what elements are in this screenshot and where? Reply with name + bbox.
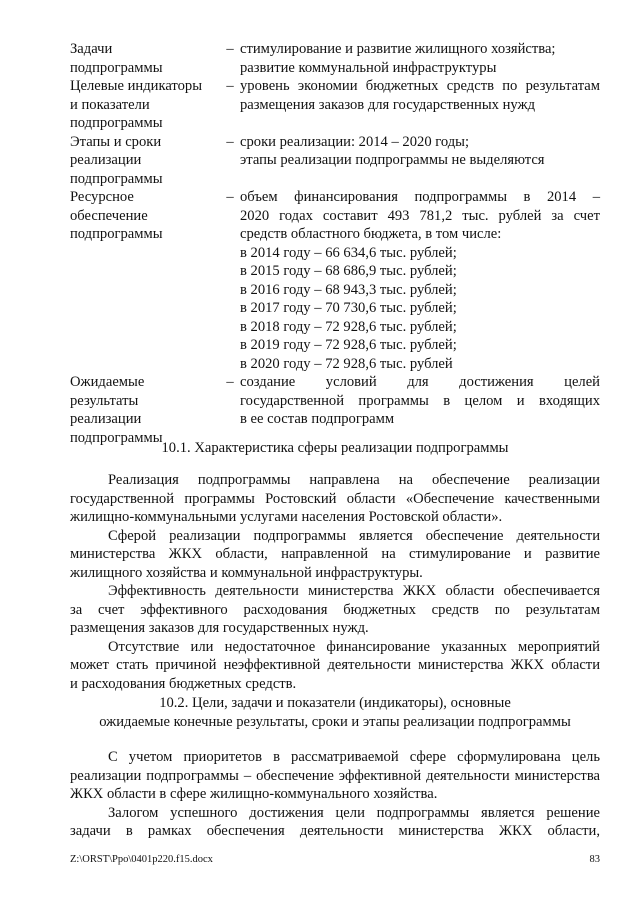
passport-value-line: этапы реализации подпрограммы не выделяются	[240, 152, 545, 168]
passport-label-line: Этапы и сроки	[70, 133, 162, 150]
paragraph-line: и расходования бюджетных средств.	[70, 675, 297, 692]
passport-label-line: подпрограммы	[70, 170, 163, 187]
footer-file-path: Z:\ORST\Ppo\0401p220.f15.docx	[70, 854, 213, 865]
paragraph-line: государственной программы Ростовский области «Обеспечение качественными	[70, 490, 600, 507]
paragraph-line: за счет эффективного расходования бюджетных средств по результатам	[70, 601, 600, 618]
section-10-2-text	[70, 748, 600, 841]
paragraph-line: министерства ЖКХ области, направленной на стимулирование и развитие	[70, 546, 600, 562]
passport-value-line: в 2019 году – 72 928,6 тыс. рублей;	[240, 337, 457, 353]
passport-row-label	[70, 77, 220, 133]
paragraph-line: жилищно-коммунальными услугами населения Ростовской области».	[70, 509, 503, 525]
passport-label-line: реализации	[70, 411, 142, 427]
passport-row-label	[70, 373, 220, 447]
passport-row	[70, 40, 600, 77]
passport-value-line: в 2014 году – 66 634,6 тыс. рублей;	[240, 244, 457, 261]
paragraph-line: Сферой реализации подпрограммы является обеспечение деятельности	[108, 527, 600, 544]
passport-row-value	[240, 40, 600, 77]
section-10-1-text	[70, 471, 600, 693]
paragraph-line: реализации подпрограммы – обеспечение эффективной деятельности министерства	[70, 767, 600, 784]
section-heading-10-2-line-1: 10.2. Цели, задачи и показатели (индикаторы), основные	[159, 695, 511, 711]
passport-label-line: подпрограммы	[70, 59, 163, 76]
paragraph-line: может стать причиной неэффективной деятельности министерства ЖКХ области	[70, 657, 600, 673]
passport-row-dash: –	[226, 133, 234, 150]
passport-row-label	[70, 133, 220, 189]
passport-value-line: в 2020 году – 72 928,6 тыс. рублей	[240, 355, 453, 372]
passport-label-line: и показатели	[70, 96, 150, 113]
passport-label-line: обеспечение	[70, 207, 148, 224]
paragraph-line: жилищного хозяйства и коммунальной инфраструктуры.	[70, 564, 423, 581]
passport-value-line: в 2017 году – 70 730,6 тыс. рублей;	[240, 300, 457, 316]
passport-row-value	[240, 77, 600, 133]
paragraph-line: Залогом успешного достижения цели подпрограммы является решение	[108, 804, 600, 821]
passport-label-line: подпрограммы	[70, 226, 163, 242]
passport-row-label	[70, 40, 220, 77]
passport-value-line: размещения заказов для государственных нужд	[240, 96, 535, 113]
passport-value-line: 2020 годах составит 493 781,2 тыс. рублей за счет	[240, 207, 600, 224]
passport-value-line: создание условий для достижения целей	[240, 374, 600, 390]
paragraph-line: С учетом приоритетов в рассматриваемой сфере сформулирована цель	[108, 749, 600, 765]
paragraph	[70, 638, 600, 694]
section-heading-10-2	[70, 694, 600, 731]
passport-label-line: подпрограммы	[70, 429, 163, 446]
paragraph	[70, 471, 600, 527]
passport-label-line: результаты	[70, 392, 139, 409]
paragraph	[70, 748, 600, 804]
passport-row-dash: –	[226, 41, 234, 57]
passport-value-line: объем финансирования подпрограммы в 2014 –	[240, 189, 600, 205]
paragraph	[70, 804, 600, 841]
passport-value-line: в 2015 году – 68 686,9 тыс. рублей;	[240, 263, 457, 279]
passport-row-value	[240, 133, 600, 189]
passport-label-line: подпрограммы	[70, 115, 163, 131]
passport-row	[70, 188, 600, 373]
passport-value-line: государственной программы в целом и входящих	[240, 392, 600, 409]
passport-label-line: Задачи	[70, 41, 113, 57]
passport-value-line: стимулирование и развитие жилищного хозяйства;	[240, 41, 556, 57]
passport-row	[70, 77, 600, 133]
footer-page-number: 83	[589, 854, 600, 865]
paragraph-line: задачи в рамках обеспечения деятельности министерства ЖКХ области,	[70, 823, 600, 839]
passport-value-line: сроки реализации: 2014 – 2020 годы;	[240, 133, 470, 150]
passport-value-line: уровень экономии бюджетных средств по результатам	[240, 78, 600, 94]
passport-label-line: Ожидаемые	[70, 374, 145, 390]
passport-value-line: в 2018 году – 72 928,6 тыс. рублей;	[240, 318, 457, 335]
paragraph-line: Реализация подпрограммы направлена на обеспечение реализации	[108, 472, 600, 488]
passport-row-dash: –	[226, 189, 234, 205]
passport-row-value	[240, 373, 600, 447]
passport-row-dash: –	[226, 374, 234, 390]
paragraph-line: Эффективность деятельности министерства ЖКХ области обеспечивается	[108, 583, 600, 599]
passport-label-line: Целевые индикаторы	[70, 78, 203, 94]
passport-value-line: развитие коммунальной инфраструктуры	[240, 59, 497, 76]
paragraph-line: ЖКХ области в сфере жилищно-коммунального хозяйства.	[70, 786, 438, 802]
passport-value-line: средств областного бюджета, в том числе:	[240, 226, 502, 242]
passport-row-label	[70, 188, 220, 373]
passport-row	[70, 373, 600, 447]
passport-value-line: в ее состав подпрограмм	[240, 411, 395, 427]
passport-row-dash: –	[226, 78, 234, 94]
section-heading-10-1: 10.1. Характеристика сферы реализации подпрограммы	[161, 440, 509, 456]
paragraph	[70, 582, 600, 638]
passport-row	[70, 133, 600, 189]
paragraph-line: Отсутствие или недостаточное финансирование указанных мероприятий	[108, 638, 600, 655]
passport-row-value	[240, 188, 600, 373]
paragraph	[70, 527, 600, 583]
passport-label-line: реализации	[70, 152, 142, 168]
passport-table	[70, 40, 600, 447]
passport-label-line: Ресурсное	[70, 189, 134, 205]
section-heading-10-2-line-2: ожидаемые конечные результаты, сроки и этапы реализации подпрограммы	[99, 713, 571, 730]
paragraph-line: размещения заказов для государственных нужд.	[70, 620, 369, 636]
passport-value-line: в 2016 году – 68 943,3 тыс. рублей;	[240, 281, 457, 298]
